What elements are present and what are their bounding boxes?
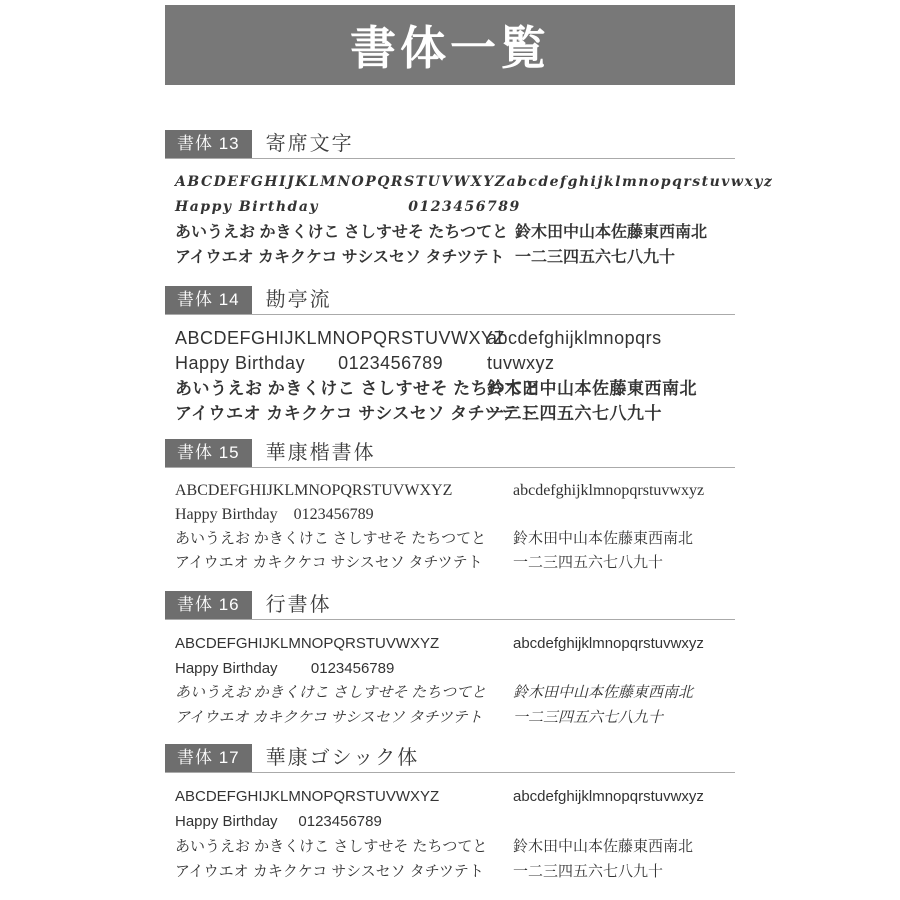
sample-text-left: アイウエオ カキクケコ サシスセソ タチツテト xyxy=(175,710,483,726)
font-name: 華康ゴシック体 xyxy=(265,747,420,769)
sample-text-left: ABCDEFGHIJKLMNOPQRSTUVWXYZ xyxy=(175,635,440,652)
section-header xyxy=(165,128,735,159)
sample-text-left: Happy Birthday 0123456789 xyxy=(175,506,374,523)
font-number-badge: 書体 16 xyxy=(165,591,252,619)
sample-text-right: 一二三四五六七八九十 xyxy=(513,710,664,726)
sample-text-right: 鈴木田中山本佐藤東西南北 xyxy=(513,685,694,701)
sample-line xyxy=(175,170,774,195)
sample-text-left: アイウエオ カキクケコ サシスセソ タチツテト xyxy=(175,863,484,880)
sample-line xyxy=(175,551,735,575)
sample-text-left: あいうえお かきくけこ さしすせそ たちつてと xyxy=(175,685,487,701)
font-section xyxy=(165,742,735,884)
sample-line xyxy=(175,326,735,351)
sample-text-left: ABCDEFGHIJKLMNOPQRSTUVWXYZ xyxy=(175,788,440,805)
sample-line xyxy=(175,401,735,426)
sample-text-left: Happy Birthday 0123456789 xyxy=(175,660,395,677)
sample-line xyxy=(175,784,735,809)
sample-line xyxy=(175,859,735,884)
sample-line xyxy=(175,195,735,220)
sample-line xyxy=(175,220,735,245)
section-header xyxy=(165,589,735,620)
font-samples xyxy=(165,468,735,575)
sample-text-right: 鈴木田中山本佐藤東西南北 xyxy=(513,531,694,547)
font-number-badge: 書体 13 xyxy=(165,130,252,158)
font-section xyxy=(165,284,735,426)
sample-line xyxy=(175,503,735,527)
sample-text-right: tuvwxyz xyxy=(487,353,555,373)
sample-line xyxy=(175,245,735,270)
sample-text-left: ABCDEFGHIJKLMNOPQRSTUVWXYZ xyxy=(175,174,507,190)
font-section xyxy=(165,437,735,575)
page-header-banner xyxy=(165,5,735,85)
section-header xyxy=(165,437,735,468)
sample-text-left: ABCDEFGHIJKLMNOPQRSTUVWXYZ xyxy=(175,328,506,348)
font-samples xyxy=(165,315,735,426)
sample-text-left: アイウエオ カキクケコ サシスセソ タチツテト xyxy=(175,404,537,423)
sample-text-left: ABCDEFGHIJKLMNOPQRSTUVWXYZ xyxy=(175,482,453,499)
font-name: 華康楷書体 xyxy=(265,442,376,464)
sample-line xyxy=(175,631,735,656)
font-number-badge: 書体 15 xyxy=(165,439,252,467)
sample-text-left: Happy Birthday 0123456789 xyxy=(175,199,521,215)
font-samples xyxy=(165,159,774,270)
font-section xyxy=(165,128,774,270)
sample-text-left: あいうえお かきくけこ さしすせそ たちつてと xyxy=(175,531,487,547)
sample-text-right: 一二三四五六七八九十 xyxy=(487,404,662,423)
sample-line xyxy=(175,376,735,401)
sample-text-left: アイウエオ カキクケコ サシスセソ タチツテト xyxy=(175,555,483,571)
sample-line xyxy=(175,351,735,376)
sample-text-left: あいうえお かきくけこ さしすせそ たちつてと xyxy=(175,224,509,241)
font-name: 寄席文字 xyxy=(265,133,354,155)
font-section xyxy=(165,589,735,731)
page-title: 書体一覧 xyxy=(350,22,550,74)
font-number-badge: 書体 14 xyxy=(165,286,252,314)
sample-text-right: 一二三四五六七八九十 xyxy=(513,863,664,880)
sample-text-left: あいうえお かきくけこ さしすせそ たちつてと xyxy=(175,838,488,855)
sample-text-right: 鈴木田中山本佐藤東西南北 xyxy=(515,224,708,241)
section-header xyxy=(165,742,735,773)
sample-text-right: abcdefghijklmnopqrstuvwxyz xyxy=(513,635,704,652)
font-number-badge: 書体 17 xyxy=(165,744,252,772)
sample-text-left: Happy Birthday 0123456789 xyxy=(175,813,382,830)
sample-text-left: アイウエオ カキクケコ サシスセソ タチツテト xyxy=(175,249,505,266)
font-name: 勘亭流 xyxy=(265,289,332,311)
sample-line xyxy=(175,706,735,731)
sample-line xyxy=(175,681,735,706)
sample-text-right: abcdefghijklmnopqrstuvwxyz xyxy=(506,174,774,190)
section-header xyxy=(165,284,735,315)
sample-text-right: 一二三四五六七八九十 xyxy=(513,555,664,571)
sample-text-right: 鈴木田中山本佐藤東西南北 xyxy=(487,379,697,398)
font-samples xyxy=(165,773,735,884)
sample-line xyxy=(175,527,735,551)
sample-text-right: 一二三四五六七八九十 xyxy=(515,249,676,266)
sample-line xyxy=(175,809,735,834)
font-samples xyxy=(165,620,735,731)
sample-line xyxy=(175,479,735,503)
sample-text-right: abcdefghijklmnopqrs xyxy=(487,328,662,348)
sample-text-left: Happy Birthday 0123456789 xyxy=(175,353,444,373)
sample-line xyxy=(175,656,735,681)
sample-text-right: 鈴木田中山本佐藤東西南北 xyxy=(513,838,694,855)
sample-text-right: abcdefghijklmnopqrstuvwxyz xyxy=(513,482,705,499)
sample-text-left: あいうえお かきくけこ さしすせそ たちつてと xyxy=(175,379,541,398)
font-name: 行書体 xyxy=(265,594,332,616)
sample-line xyxy=(175,834,735,859)
sample-text-right: abcdefghijklmnopqrstuvwxyz xyxy=(513,788,704,805)
